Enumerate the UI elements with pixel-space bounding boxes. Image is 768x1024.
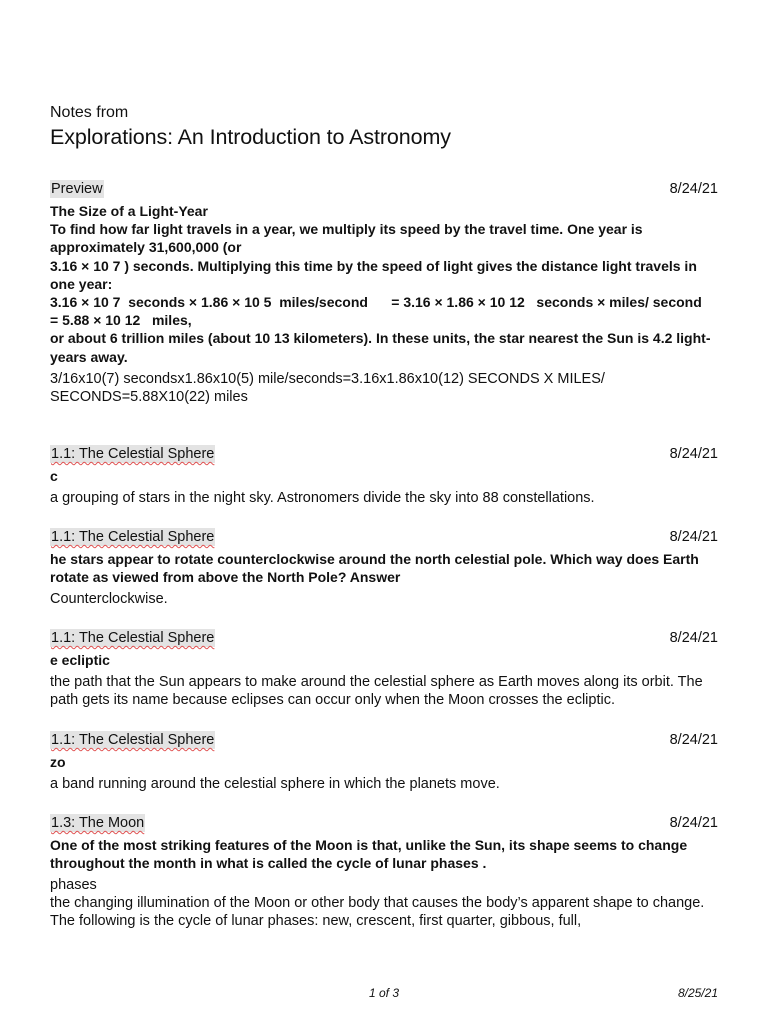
note-text: a grouping of stars in the night sky. Astronomers divide the sky into 88 constellations. [50, 490, 595, 507]
section-name[interactable]: 1.1: The Celestial Sphere [51, 529, 215, 545]
section-name[interactable]: 1.1: The Celestial Sphere [51, 630, 215, 646]
section-header [50, 814, 718, 834]
document-title: Explorations: An Introduction to Astronomy [50, 125, 451, 149]
section-name[interactable]: 1.1: The Celestial Sphere [51, 446, 215, 462]
note-section [50, 629, 718, 709]
section-date: 8/24/21 [669, 815, 718, 831]
section-name[interactable]: 1.3: The Moon [51, 815, 145, 831]
highlighted-text: c [50, 468, 58, 484]
note-text: a band running around the celestial sphere in which the planets move. [50, 776, 500, 793]
note-section [50, 814, 718, 930]
note-text: 3/16x10(7) secondsx1.86x10(5) mile/seconds=3.16x1.86x10(12) SECONDS X MILES/ SECONDS=5.88X10(22) miles [50, 370, 605, 405]
page-number: 1 of 3 [368, 986, 400, 1000]
highlight-line: or about 6 trillion miles (about 10 13 kilometers). In these units, the star nearest the Sun is 4.2 light-years away. [50, 330, 711, 365]
highlighted-text: e ecliptic [50, 652, 110, 668]
notes-from-label: Notes from [50, 104, 129, 121]
highlighted-text [50, 202, 726, 366]
note-section [50, 528, 718, 608]
highlight-line: 3.16 × 10 7 ) seconds. Multiplying this time by the speed of light gives the distance light travels in one year: [50, 257, 697, 292]
note-line: the changing illumination of the Moon or other body that causes the body’s apparent shape to change. The following is the cycle of lunar phases: new, crescent, first quarter, gibbous, full, [50, 895, 705, 930]
section-header [50, 445, 718, 465]
section-date: 8/24/21 [669, 529, 718, 545]
highlight-line: 3.16 × 10 7 seconds × 1.86 × 10 5 miles/second = 3.16 × 1.86 × 10 12 seconds × miles/ second = 5.88 × 10 12 miles, [50, 294, 726, 329]
footer-date: 8/25/21 [677, 986, 718, 1000]
highlighted-text: he stars appear to rotate counterclockwise around the north celestial pole. Which way does Earth rotate as viewed from above the North Pole? Answer [50, 551, 699, 586]
section-name[interactable]: 1.1: The Celestial Sphere [51, 732, 215, 748]
note-line: phases [50, 877, 97, 894]
section-header [50, 180, 718, 200]
section-name[interactable]: Preview [51, 181, 103, 197]
note-section [50, 731, 718, 793]
note-text: the path that the Sun appears to make around the celestial sphere as Earth moves along its orbit. The path gets its name because eclipses can occur only when the Moon crosses the ecliptic. [50, 674, 703, 709]
highlight-line: To find how far light travels in a year, we multiply its speed by the travel time. One year is approximately 31,600,000 (or [50, 221, 643, 256]
highlighted-text: One of the most striking features of the Moon is that, unlike the Sun, its shape seems to change throughout the month in what is called the cycle of lunar phases . [50, 837, 688, 872]
note-text: Counterclockwise. [50, 591, 168, 608]
note-section [50, 180, 726, 406]
highlight-line: The Size of a Light-Year [50, 203, 208, 219]
highlighted-text: zo [50, 754, 66, 770]
note-text [50, 876, 718, 930]
section-date: 8/24/21 [669, 446, 718, 462]
section-header [50, 629, 718, 649]
section-date: 8/24/21 [669, 630, 718, 646]
section-header [50, 528, 718, 548]
note-section [50, 445, 718, 507]
section-date: 8/24/21 [669, 732, 718, 748]
section-header [50, 731, 718, 751]
section-date: 8/24/21 [669, 181, 718, 197]
